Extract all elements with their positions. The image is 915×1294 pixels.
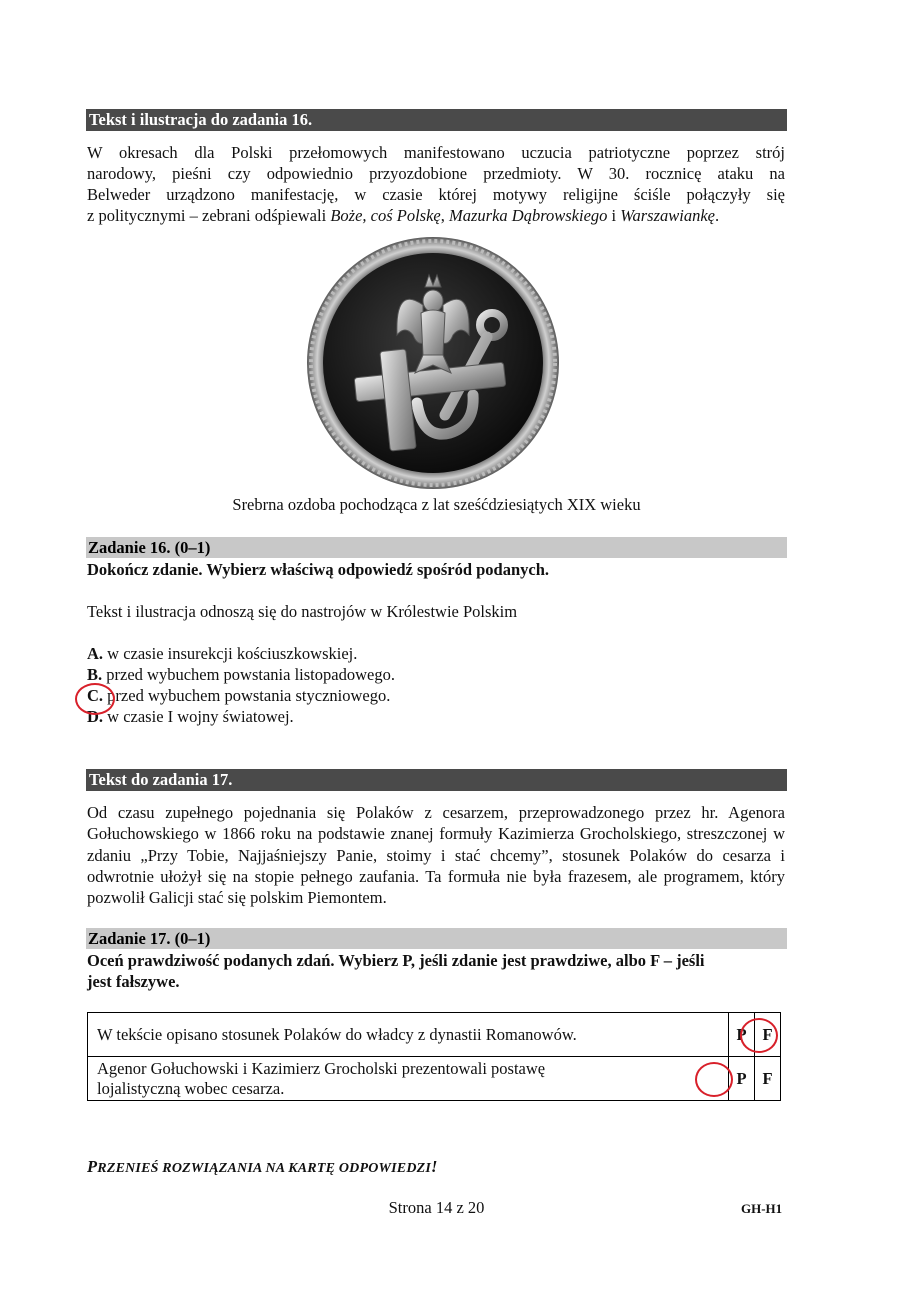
text-line: Belweder urządzono manifestację, w czasie której motywy religijne ściśle połączyły się: [87, 185, 785, 204]
text-line: W okresach dla Polski przełomowych manifestowano uczucia patriotyczne poprzez strój: [87, 143, 785, 162]
true-option-2[interactable]: P: [729, 1057, 755, 1101]
task-17-header: Zadanie 17. (0–1): [86, 928, 787, 949]
option-text: przed wybuchem powstania listopadowego.: [102, 665, 395, 684]
statement-cell: [88, 1013, 729, 1057]
note-text: RZENIEŚ ROZWIĄZANIA NA KARTĘ ODPOWIEDZI: [97, 1161, 432, 1176]
option-text: przed wybuchem powstania styczniowego.: [103, 686, 391, 705]
transfer-answers-note: [87, 1157, 438, 1177]
task-16-stem: Tekst i ilustracja odnoszą się do nastrojów w Królestwie Polskim: [87, 602, 518, 621]
false-option-1[interactable]: F: [755, 1013, 781, 1057]
statement-text: W tekście opisano stosunek Polaków do władcy z dynastii Romanowów.: [97, 1024, 577, 1044]
task-17-instruction-line2: jest fałszywe.: [87, 972, 180, 991]
false-option-2[interactable]: F: [755, 1057, 781, 1101]
statement-cell: [88, 1057, 729, 1101]
option-letter: D.: [87, 707, 104, 726]
exam-code: GH-H1: [741, 1201, 783, 1216]
statement-text: lojalistyczną wobec cesarza.: [97, 1078, 285, 1098]
text-line: [87, 205, 785, 226]
option-letter: B.: [87, 665, 103, 684]
section-17-header: Tekst do zadania 17.: [86, 769, 787, 791]
silver-ornament-image: [305, 235, 561, 491]
section-17-text: Od czasu zupełnego pojednania się Polaków z cesarzem, przeprowadzonego przez hr. Agenora Gołuchowskiego w 1866 roku na podstawie znanej formuły Kazimierza Grocholskiego, streszczonej w zdaniu „Przy Tobie, Najjaśniejszy Panie, stoimy i stać chcemy”, stosunek Polaków do cesarza i odwrotnie ułożył się na stopie pełnego zaufania. Ta formuła nie była frazesem, ale programem, który pozwolił Galicji stać się polskim Piemontem.: [87, 803, 785, 908]
song-title: Mazurka Dąbrowskiego: [449, 206, 608, 225]
text-segment: .: [715, 206, 720, 225]
song-title: Boże, coś Polskę: [330, 206, 441, 225]
option-d[interactable]: [87, 706, 294, 727]
table-row: [88, 1013, 781, 1057]
song-title: Warszawiankę: [620, 206, 715, 225]
text-segment: ,: [440, 206, 449, 225]
option-a[interactable]: [87, 643, 357, 664]
task-17-instruction-line1: Oceń prawdziwość podanych zdań. Wybierz P, jeśli zdanie jest prawdziwe, albo F – jeśli: [87, 951, 705, 970]
answer-circle-f-row1: [740, 1018, 778, 1053]
true-option-1[interactable]: P: [729, 1013, 755, 1057]
option-b[interactable]: [87, 664, 395, 685]
answer-circle-p-row2: [695, 1062, 733, 1097]
section-16-text: [87, 142, 785, 226]
option-c[interactable]: [87, 685, 390, 706]
option-text: w czasie insurekcji kościuszkowskiej.: [103, 644, 358, 663]
statement-text: Agenor Gołuchowski i Kazimierz Grocholski prezentowali postawę: [97, 1058, 546, 1078]
note-end: !: [431, 1157, 438, 1176]
true-false-table: [87, 1012, 781, 1101]
task-16-header: Zadanie 16. (0–1): [86, 537, 787, 558]
table-row: [88, 1057, 781, 1101]
page-number: Strona 14 z 20: [388, 1198, 485, 1217]
task-16-instruction: Dokończ zdanie. Wybierz właściwą odpowiedź spośród podanych.: [87, 560, 550, 579]
image-caption: Srebrna ozdoba pochodząca z lat sześćdziesiątych XIX wieku: [232, 495, 641, 514]
answer-circle-c: [75, 683, 115, 715]
option-text: w czasie I wojny światowej.: [103, 707, 294, 726]
option-letter: C.: [87, 686, 104, 705]
text-segment: i: [607, 206, 621, 225]
section-16-header: Tekst i ilustracja do zadania 16.: [86, 109, 787, 131]
text-segment: z politycznymi – zebrani odśpiewali: [87, 206, 331, 225]
note-initial: P: [87, 1157, 98, 1176]
text-line: narodowy, pieśni czy odpowiednio przyozdobione przedmioty. W 30. rocznicę ataku na: [87, 164, 785, 183]
option-letter: A.: [87, 644, 104, 663]
